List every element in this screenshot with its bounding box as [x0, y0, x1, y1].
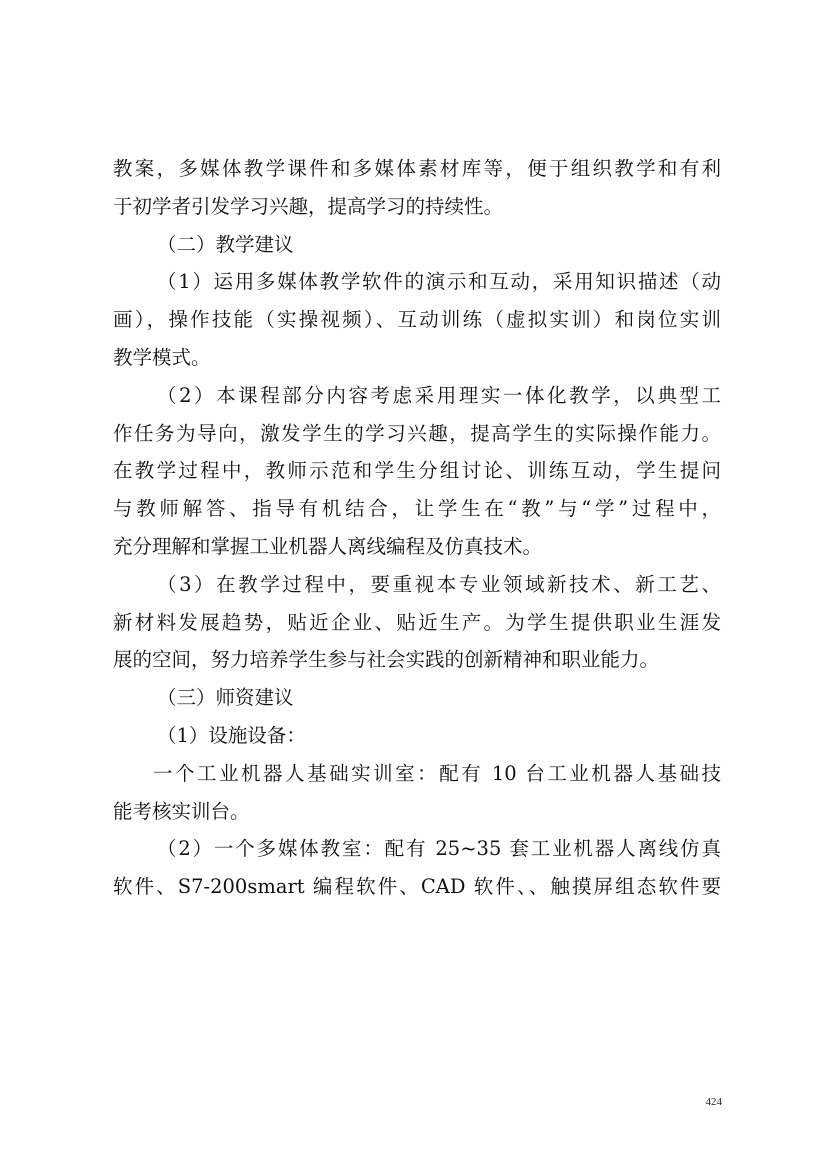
paragraph-line: 在教学过程中，教师示范和学生分组讨论、训练互动，学生提问: [113, 459, 721, 483]
paragraph-line: （2）本课程部分内容考虑采用理实一体化教学，以典型工: [157, 383, 721, 407]
paragraph-line: （3）在教学过程中，要重视本专业领域新技术、新工艺、: [157, 572, 721, 596]
subsection-heading: （1）设施设备：: [157, 723, 306, 747]
paragraph-line: 与教师解答、指导有机结合，让学生在“教”与“学”过程中，: [113, 497, 721, 521]
paragraph-line: （1）运用多媒体教学软件的演示和互动，采用知识描述（动: [157, 270, 721, 294]
paragraph-line: 软件、S7-200smart 编程软件、CAD 软件、、触摸屏组态软件要: [113, 875, 721, 899]
document-body: [113, 150, 721, 906]
page-number: 424: [705, 1096, 722, 1108]
paragraph-line: 于初学者引发学习兴趣，提高学习的持续性。: [113, 194, 504, 218]
paragraph-line: 一个工业机器人基础实训室：配有 10 台工业机器人基础技: [153, 761, 721, 785]
paragraph-line: 画），操作技能（实操视频）、互动训练（虚拟实训）和岗位实训: [113, 308, 721, 332]
section-heading: （三）师资建议: [157, 686, 294, 710]
section-heading: （二）教学建议: [157, 232, 294, 256]
paragraph-line: 能考核实训台。: [113, 799, 250, 823]
paragraph-line: 教学模式。: [113, 345, 211, 369]
paragraph-line: 教案，多媒体教学课件和多媒体素材库等，便于组织教学和有利: [113, 157, 721, 180]
paragraph-line: （2）一个多媒体教室：配有 25~35 套工业机器人离线仿真: [157, 837, 721, 861]
paragraph-line: 新材料发展趋势，贴近企业、贴近生产。为学生提供职业生涯发: [113, 610, 721, 634]
paragraph-line: 展的空间，努力培养学生参与社会实践的创新精神和职业能力。: [113, 648, 660, 672]
paragraph-line: 充分理解和掌握工业机器人离线编程及仿真技术。: [113, 534, 543, 558]
paragraph-line: 作任务为导向，激发学生的学习兴趣，提高学生的实际操作能力。: [113, 421, 721, 445]
